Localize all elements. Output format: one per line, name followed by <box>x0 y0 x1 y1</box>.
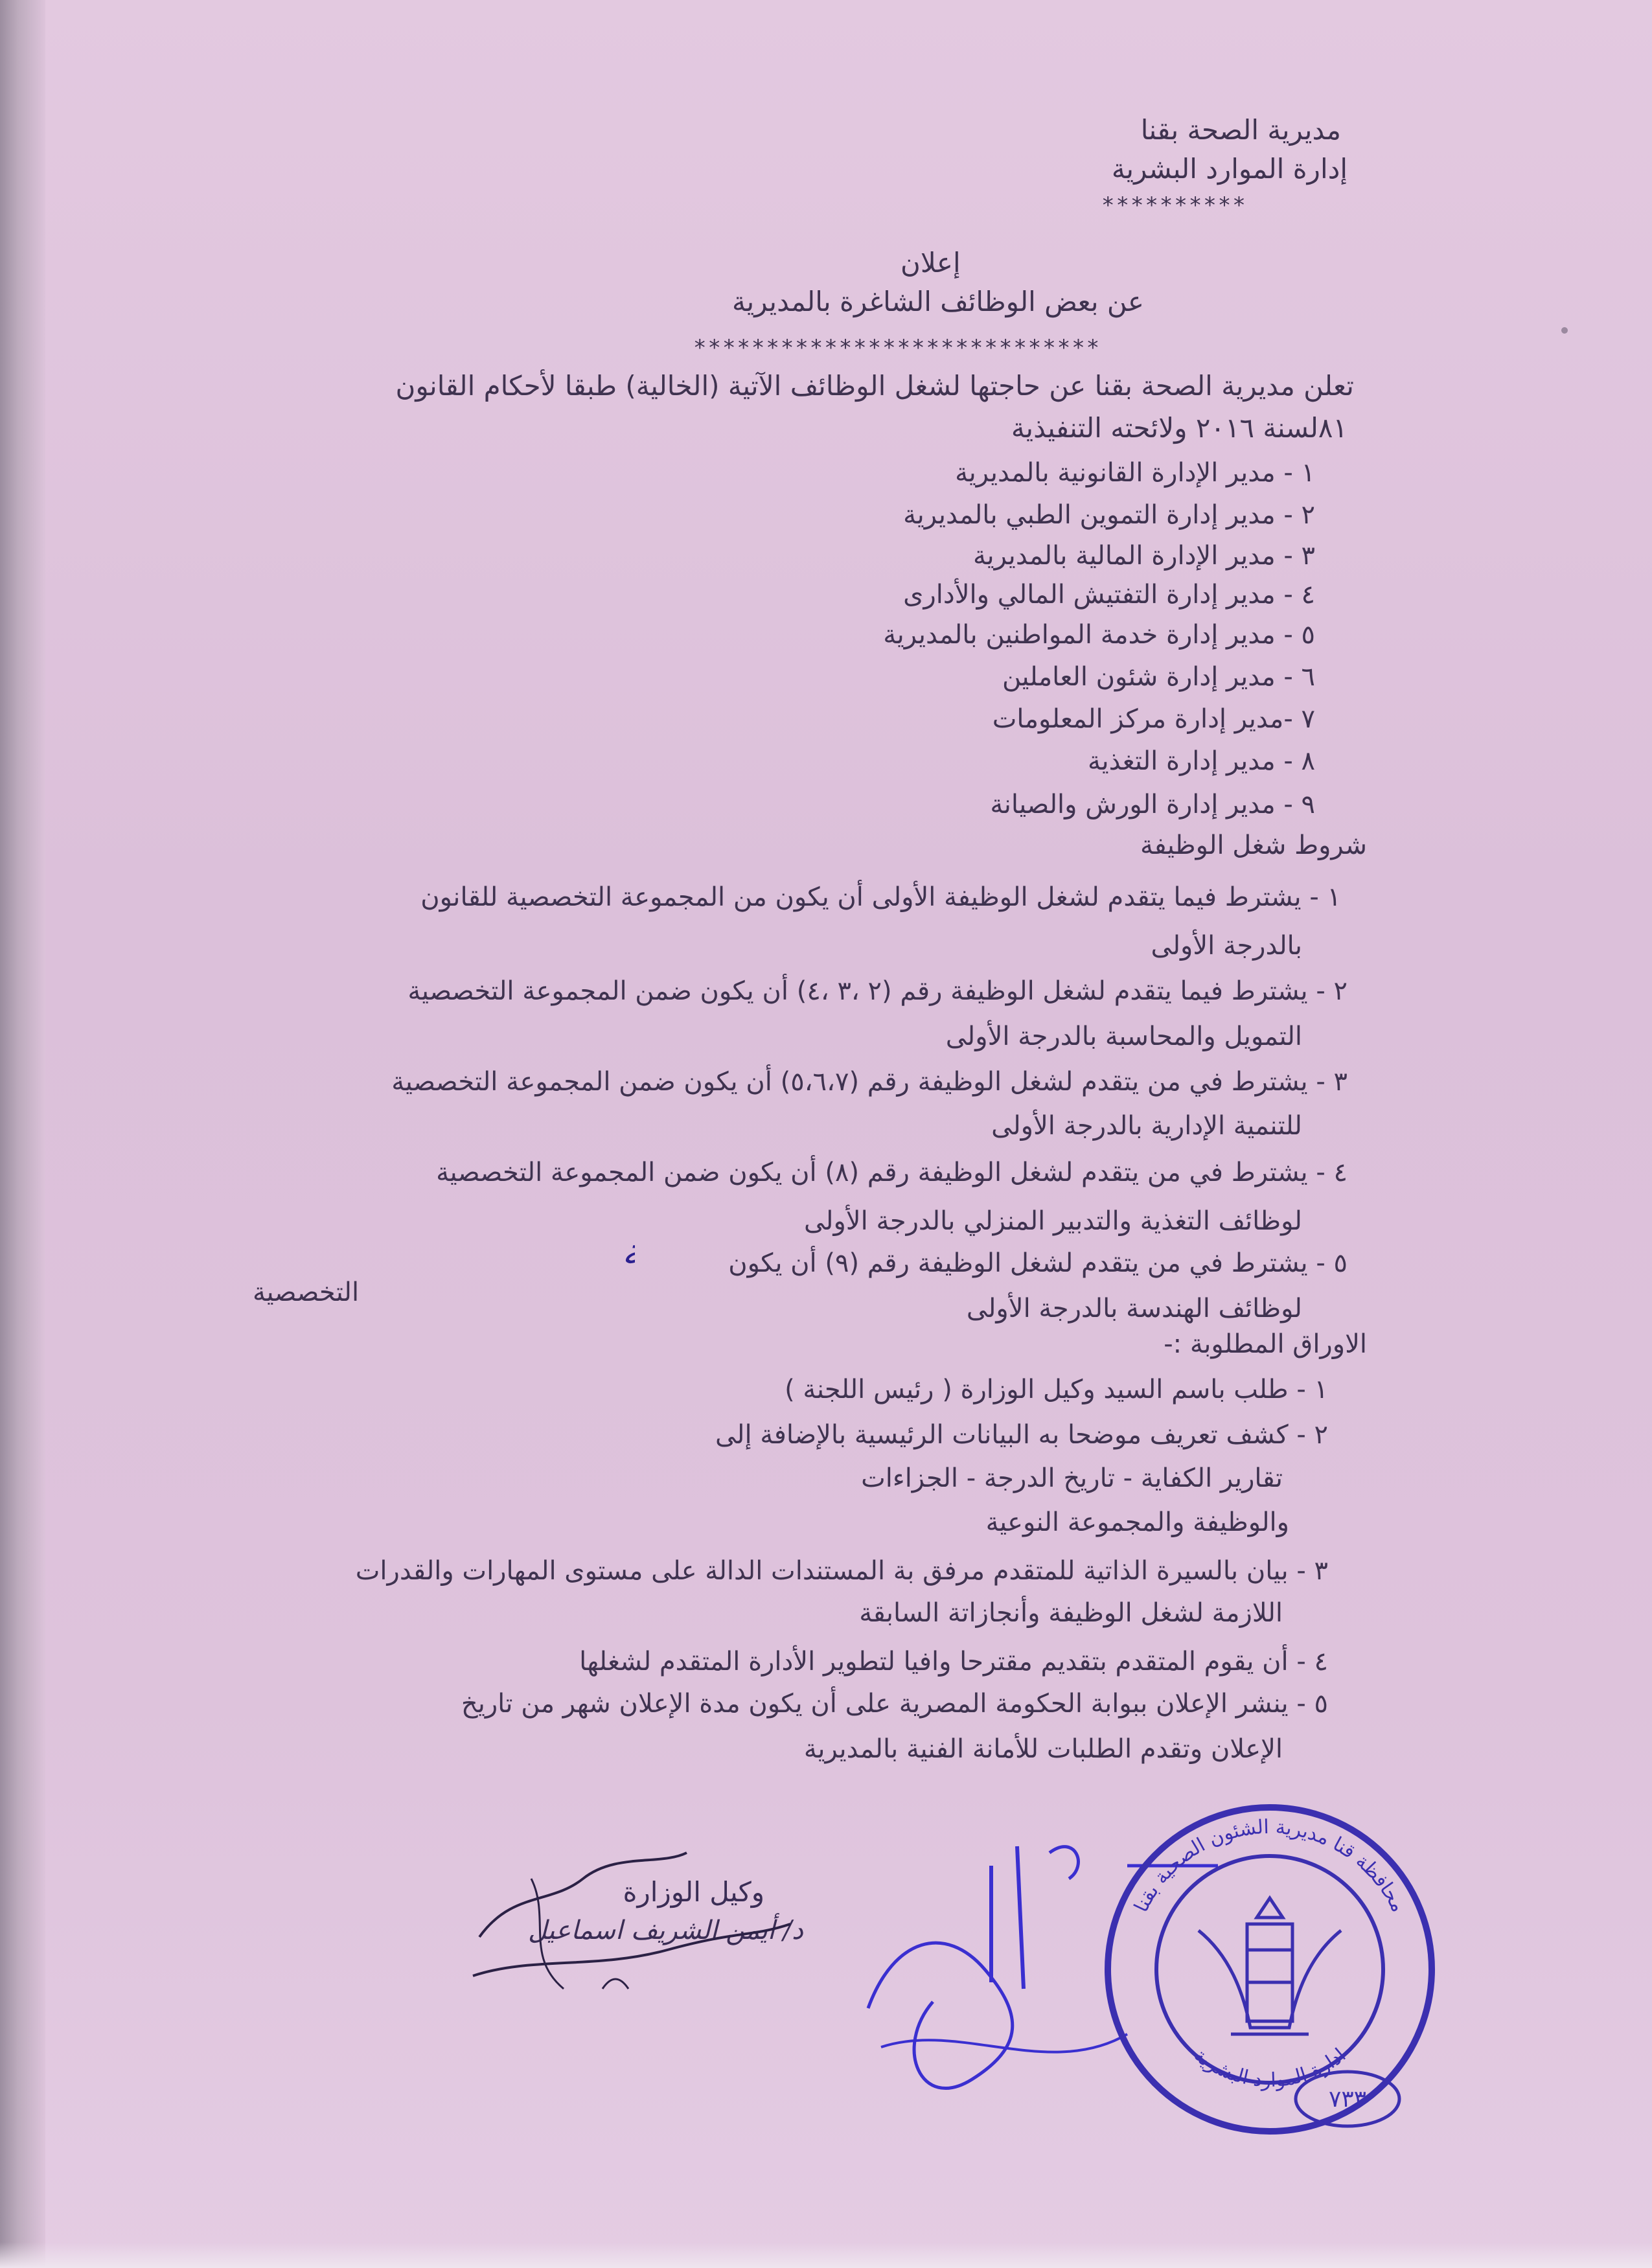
announcement-title: إعلان <box>901 247 961 279</box>
handwritten-insert <box>389 1224 635 1283</box>
document-line: الإعلان وتقدم الطلبات للأمانة الفنية بالمديرية <box>803 1734 1283 1764</box>
document-line: والوظيفة والمجموعة النوعية <box>985 1507 1289 1537</box>
scan-edge-shadow <box>0 0 45 2268</box>
intro-line-1: تعلن مديرية الصحة بقنا عن حاجتها لشغل الوظائف الآتية (الخالية) طبقا لأحكام القانون <box>395 370 1354 402</box>
condition-line: ١ - يشترط فيما يتقدم لشغل الوظيفة الأولى أن يكون من المجموعة التخصصية للقانون <box>420 882 1341 912</box>
blue-signature-stroke <box>1050 1847 1078 1879</box>
document-line: ٤ - أن يقوم المتقدم بتقديم مقترحا وافيا لتطوير الأدارة المتقدم لشغلها <box>579 1647 1328 1677</box>
condition-line: ٥ - يشترط في من يتقدم لشغل الوظيفة رقم (٩) أن يكون <box>728 1248 1348 1278</box>
document-line: ١ - طلب باسم السيد وكيل الوزارة ( رئيس اللجنة ) <box>785 1375 1328 1404</box>
svg-text:ادارة الموارد البشرية <box>1189 2044 1351 2092</box>
document-line: ٥ - ينشر الإعلان ببوابة الحكومة المصرية على أن يكون مدة الإعلان شهر من تاريخ <box>461 1689 1328 1719</box>
condition-line: التمويل والمحاسبة بالدرجة الأولى <box>945 1022 1302 1051</box>
stamp-bottom-text: ادارة الموارد البشرية <box>1189 2043 1351 2092</box>
signature-name: د/ أيمن الشريف اسماعيل <box>527 1916 803 1945</box>
header-stars: ********** <box>1101 192 1247 218</box>
intro-line-2: ٨١لسنة ٢٠١٦ ولائحته التنفيذية <box>1011 412 1348 444</box>
header-directorate: مديرية الصحة بقنا <box>1140 114 1341 146</box>
title-stars: **************************** <box>693 335 1101 361</box>
job-item: ٥ - مدير إدارة خدمة المواطنين بالمديرية <box>883 620 1315 650</box>
eagle-emblem-icon <box>1199 1898 1341 2034</box>
condition-line-continuation: التخصصية <box>253 1277 360 1307</box>
scan-bottom-fade <box>0 2242 1652 2268</box>
handwritten-insert-text <box>622 1230 635 1274</box>
stamp-inner-ring <box>1156 1856 1383 2083</box>
job-item: ٣ - مدير الإدارة المالية بالمديرية <box>973 541 1315 571</box>
condition-line: ٤ - يشترط في من يتقدم لشغل الوظيفة رقم (٨) أن يكون ضمن المجموعة التخصصية <box>436 1158 1348 1187</box>
job-item: ٩ - مدير إدارة الورش والصيانة <box>990 790 1315 819</box>
stamp-ring-text: محافظة قنا مديرية الشئون الصحية بقنا <box>1130 1815 1410 1916</box>
blue-signature-stroke <box>1017 1846 1024 1989</box>
document-line: اللازمة لشغل الوظيفة وأنجازاتة السابقة <box>859 1598 1283 1628</box>
condition-line: ٢ - يشترط فيما يتقدم لشغل الوظيفة رقم (٢ ،٣ ،٤) أن يكون ضمن المجموعة التخصصية <box>407 976 1348 1006</box>
header-department: إدارة الموارد البشرية <box>1111 153 1348 185</box>
job-item: ٨ - مدير إدارة التغذية <box>1088 746 1315 776</box>
condition-line: لوظائف الهندسة بالدرجة الأولى <box>966 1294 1302 1323</box>
job-item: ٢ - مدير إدارة التموين الطبي بالمديرية <box>903 500 1315 530</box>
document-line: ٣ - بيان بالسيرة الذاتية للمتقدم مرفق بة المستندات الدالة على مستوى المهارات والقدرات <box>355 1556 1328 1586</box>
condition-line: بالدرجة الأولى <box>1151 931 1302 961</box>
condition-line: للتنمية الإدارية بالدرجة الأولى <box>991 1111 1302 1141</box>
document-line: تقارير الكفاية - تاريخ الدرجة - الجزاءات <box>861 1463 1283 1493</box>
job-item: ٦ - مدير إدارة شئون العاملين <box>1002 662 1315 692</box>
job-item: ١ - مدير الإدارة القانونية بالمديرية <box>955 458 1315 488</box>
signature-block <box>453 1840 816 2008</box>
condition-line: لوظائف التغذية والتدبير المنزلي بالدرجة الأولى <box>803 1206 1302 1236</box>
signature-title: وكيل الوزارة <box>623 1876 764 1908</box>
condition-line: ٣ - يشترط في من يتقدم لشغل الوظيفة رقم (٥،٦،٧) أن يكون ضمن المجموعة التخصصية <box>391 1067 1348 1097</box>
document-line: ٢ - كشف تعريف موضحا به البيانات الرئيسية بالإضافة إلى <box>715 1420 1328 1450</box>
scan-speck <box>1561 327 1568 334</box>
announcement-subtitle: عن بعض الوظائف الشاغرة بالمديرية <box>732 286 1144 317</box>
stamp-number: ٧٣٣ <box>1328 2086 1367 2113</box>
documents-heading: الاوراق المطلوبة :- <box>1164 1329 1367 1359</box>
conditions-heading: شروط شغل الوظيفة <box>1140 830 1367 860</box>
signature-scribble <box>453 1840 816 2008</box>
job-item: ٧ -مدير إدارة مركز المعلومات <box>992 704 1315 734</box>
job-item: ٤ - مدير إدارة التفتيش المالي والأدارى <box>903 580 1315 610</box>
official-stamp <box>855 1775 1438 2138</box>
